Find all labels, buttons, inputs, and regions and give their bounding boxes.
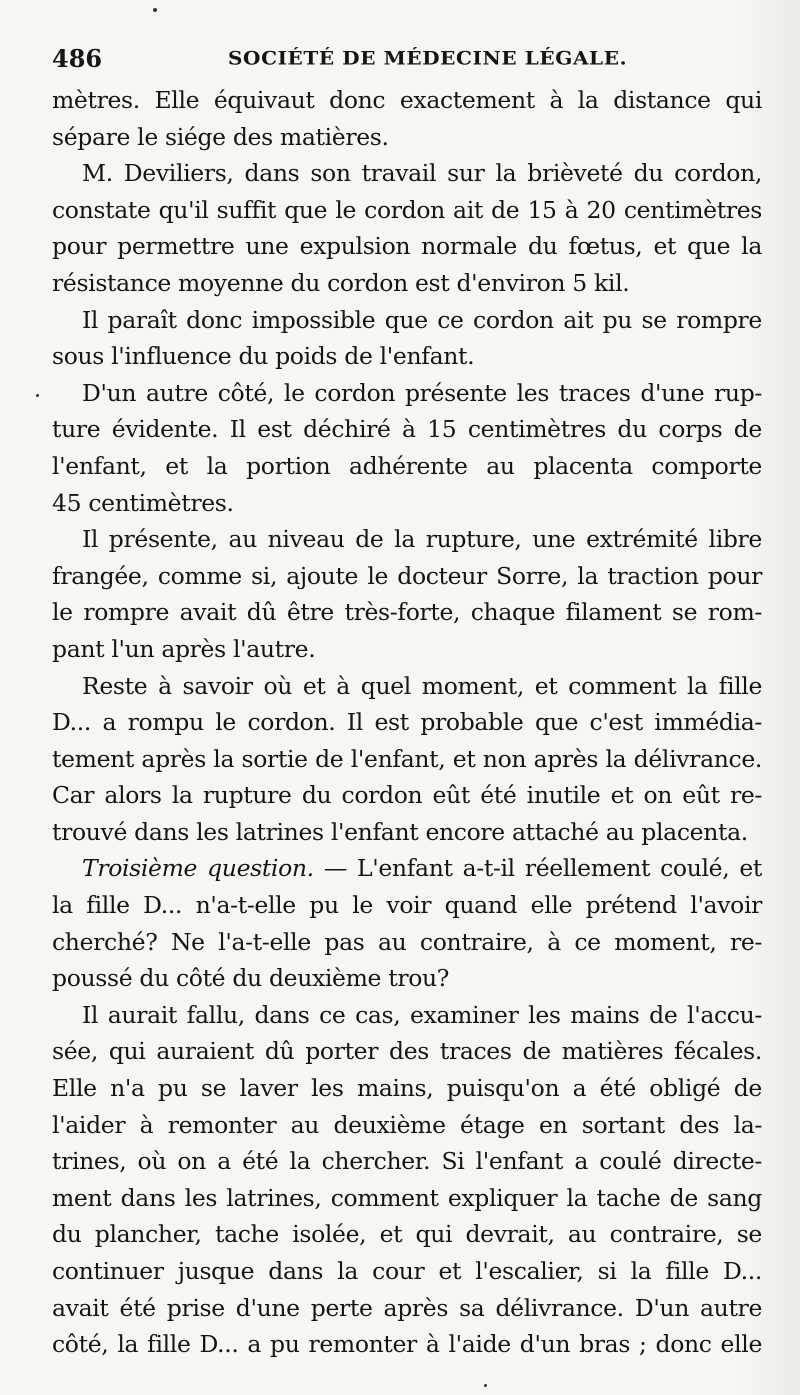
text-line: Car alors la rupture du cordon eût été inutile et on eût re- xyxy=(52,781,762,810)
text-line: 45 centimètres. xyxy=(52,488,234,517)
text-line: du plancher, tache isolée, et qui devrait, au contraire, se xyxy=(52,1220,762,1249)
section-heading: Troisième question. xyxy=(82,854,314,883)
text-line: frangée, comme si, ajoute le docteur Sorre, la traction pour xyxy=(52,561,762,590)
print-speck xyxy=(153,8,157,12)
text-line: Il aurait fallu, dans ce cas, examiner les mains de l'accu- xyxy=(82,1000,762,1029)
print-speck xyxy=(36,394,39,397)
text-line: résistance moyenne du cordon est d'environ 5 kil. xyxy=(52,268,630,297)
text-line: le rompre avait dû être très-forte, chaque filament se rom- xyxy=(52,598,762,627)
text-line: l'aider à remonter au deuxième étage en sortant des la- xyxy=(52,1110,762,1139)
text-line: trouvé dans les latrines l'enfant encore attaché au placenta. xyxy=(52,817,748,846)
running-head xyxy=(52,40,758,80)
print-speck xyxy=(484,1384,487,1387)
running-title: SOCIÉTÉ DE MÉDECINE LÉGALE. xyxy=(228,46,628,70)
text-line: cherché? Ne l'a-t-elle pas au contraire, à ce moment, re- xyxy=(52,927,762,956)
text-line: sée, qui auraient dû porter des traces de matières fécales. xyxy=(52,1037,762,1066)
text-line: Il présente, au niveau de la rupture, une extrémité libre xyxy=(82,525,762,554)
text-line: la fille D... n'a-t-elle pu le voir quand elle prétend l'avoir xyxy=(52,891,762,920)
text-line: côté, la fille D... a pu remonter à l'aide d'un bras ; donc elle xyxy=(52,1330,762,1359)
text-line xyxy=(52,850,762,887)
text-line: avait été prise d'une perte après sa délivrance. D'un autre xyxy=(52,1293,762,1322)
text-line: D... a rompu le cordon. Il est probable que c'est immédia- xyxy=(52,708,762,737)
text-line: pant l'un après l'autre. xyxy=(52,634,316,663)
text-line: M. Deviliers, dans son travail sur la brièveté du cordon, xyxy=(82,159,762,188)
text-line: mètres. Elle équivaut donc exactement à la distance qui xyxy=(52,86,762,114)
body-text xyxy=(52,82,762,1363)
text-line: continuer jusque dans la cour et l'escalier, si la fille D... xyxy=(52,1257,762,1285)
page-number: 486 xyxy=(52,44,103,73)
text-line: D'un autre côté, le cordon présente les traces d'une rup- xyxy=(82,378,762,407)
text-line: ment dans les latrines, comment expliquer la tache de sang xyxy=(52,1183,762,1212)
text-line: sépare le siége des matières. xyxy=(52,122,389,151)
text-line: sous l'influence du poids de l'enfant. xyxy=(52,342,475,371)
text-line: Il paraît donc impossible que ce cordon ait pu se rompre xyxy=(82,305,762,334)
text-line: trines, où on a été la chercher. Si l'enfant a coulé directe- xyxy=(52,1147,762,1176)
text-line: tement après la sortie de l'enfant, et non après la délivrance. xyxy=(52,744,762,773)
text-line: Elle n'a pu se laver les mains, puisqu'on a été obligé de xyxy=(52,1074,762,1103)
text-line: ture évidente. Il est déchiré à 15 centimètres du corps de xyxy=(52,415,762,444)
text-line: poussé du côté du deuxième trou? xyxy=(52,964,450,993)
text-line: l'enfant, et la portion adhérente au placenta comporte xyxy=(52,451,762,480)
line-text: — L'enfant a-t-il réellement coulé, et xyxy=(323,854,762,883)
text-line: pour permettre une expulsion normale du fœtus, et que la xyxy=(52,232,762,261)
text-line: constate qu'il suffit que le cordon ait de 15 à 20 centimètres xyxy=(52,195,762,224)
text-line: Reste à savoir où et à quel moment, et comment la fille xyxy=(82,671,762,700)
